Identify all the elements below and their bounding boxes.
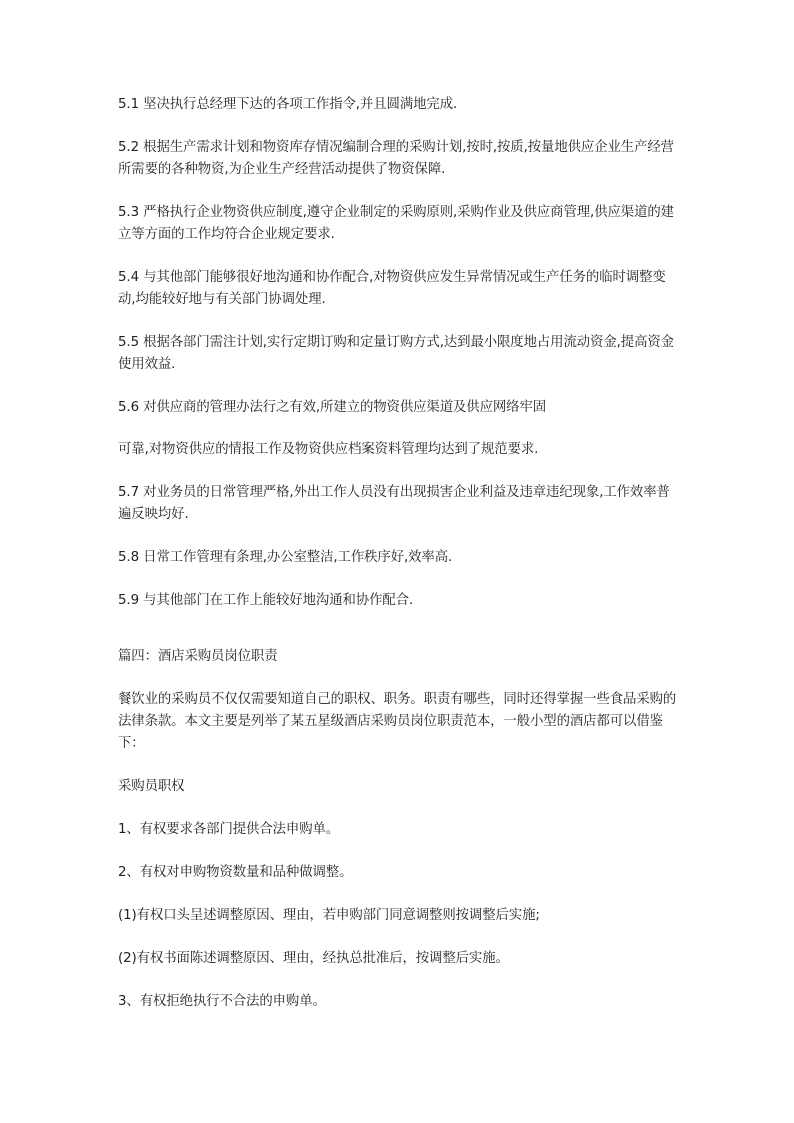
- paragraph-5-9: 5.9 与其他部门在工作上能较好地沟通和协作配合.: [118, 593, 414, 608]
- paragraph-5-4: 5.4 与其他部门能够很好地沟通和协作配合,对物资供应发生异常情况或生产任务的临时调整变动,均能较好地与有关部门协调处理.: [118, 270, 666, 307]
- subsection-title: 采购员职权: [118, 779, 185, 794]
- paragraph-5-5: 5.5 根据各部门需注计划,实行定期订购和定量订购方式,达到最小限度地占用流动资金,提高资金使用效益.: [118, 335, 674, 372]
- list-item: (2)有权书面陈述调整原因、理由，经执总批准后，按调整后实施。: [118, 951, 509, 966]
- list-item: 2、有权对申购物资数量和品种做调整。: [118, 865, 353, 880]
- list-item: 3、有权拒绝执行不合法的申购单。: [118, 994, 326, 1009]
- paragraph-5-3: 5.3 严格执行企业物资供应制度,遵守企业制定的采购原则,采购作业及供应商管理,供应渠道的建立等方面的工作均符合企业规定要求.: [118, 205, 674, 242]
- list-item: 1、有权要求各部门提供合法申购单。: [118, 822, 340, 837]
- paragraph-5-1: 5.1 坚决执行总经理下达的各项工作指令,并且圆满地完成.: [118, 97, 458, 112]
- paragraph-5-6: 5.6 对供应商的管理办法行之有效,所建立的物资供应渠道及供应网络牢固: [118, 400, 547, 415]
- paragraph-5-2: 5.2 根据生产需求计划和物资库存情况编制合理的采购计划,按时,按质,按量地供应企业生产经营所需要的各种物资,为企业生产经营活动提供了物资保障.: [118, 140, 674, 177]
- paragraph-5-7: 5.7 对业务员的日常管理严格,外出工作人员没有出现损害企业利益及违章违纪现象,工作效率普遍反映均好.: [118, 485, 670, 522]
- section-title: 篇四：酒店采购员岗位职责: [118, 649, 278, 664]
- section-intro: 餐饮业的采购员不仅仅需要知道自己的职权、职务。职责有哪些，同时还得掌握一些食品采购的法律条款。本文主要是列举了某五星级酒店采购员岗位职责范本，一般小型的酒店都可以借鉴下：: [118, 692, 677, 751]
- document-body: [118, 94, 678, 1013]
- paragraph-5-8: 5.8 日常工作管理有条理,办公室整洁,工作秩序好,效率高.: [118, 550, 453, 565]
- list-item: (1)有权口头呈述调整原因、理由，若申购部门同意调整则按调整后实施;: [118, 908, 540, 923]
- paragraph-5-6-continued: 可靠,对物资供应的情报工作及物资供应档案资料管理均达到了规范要求.: [118, 442, 539, 457]
